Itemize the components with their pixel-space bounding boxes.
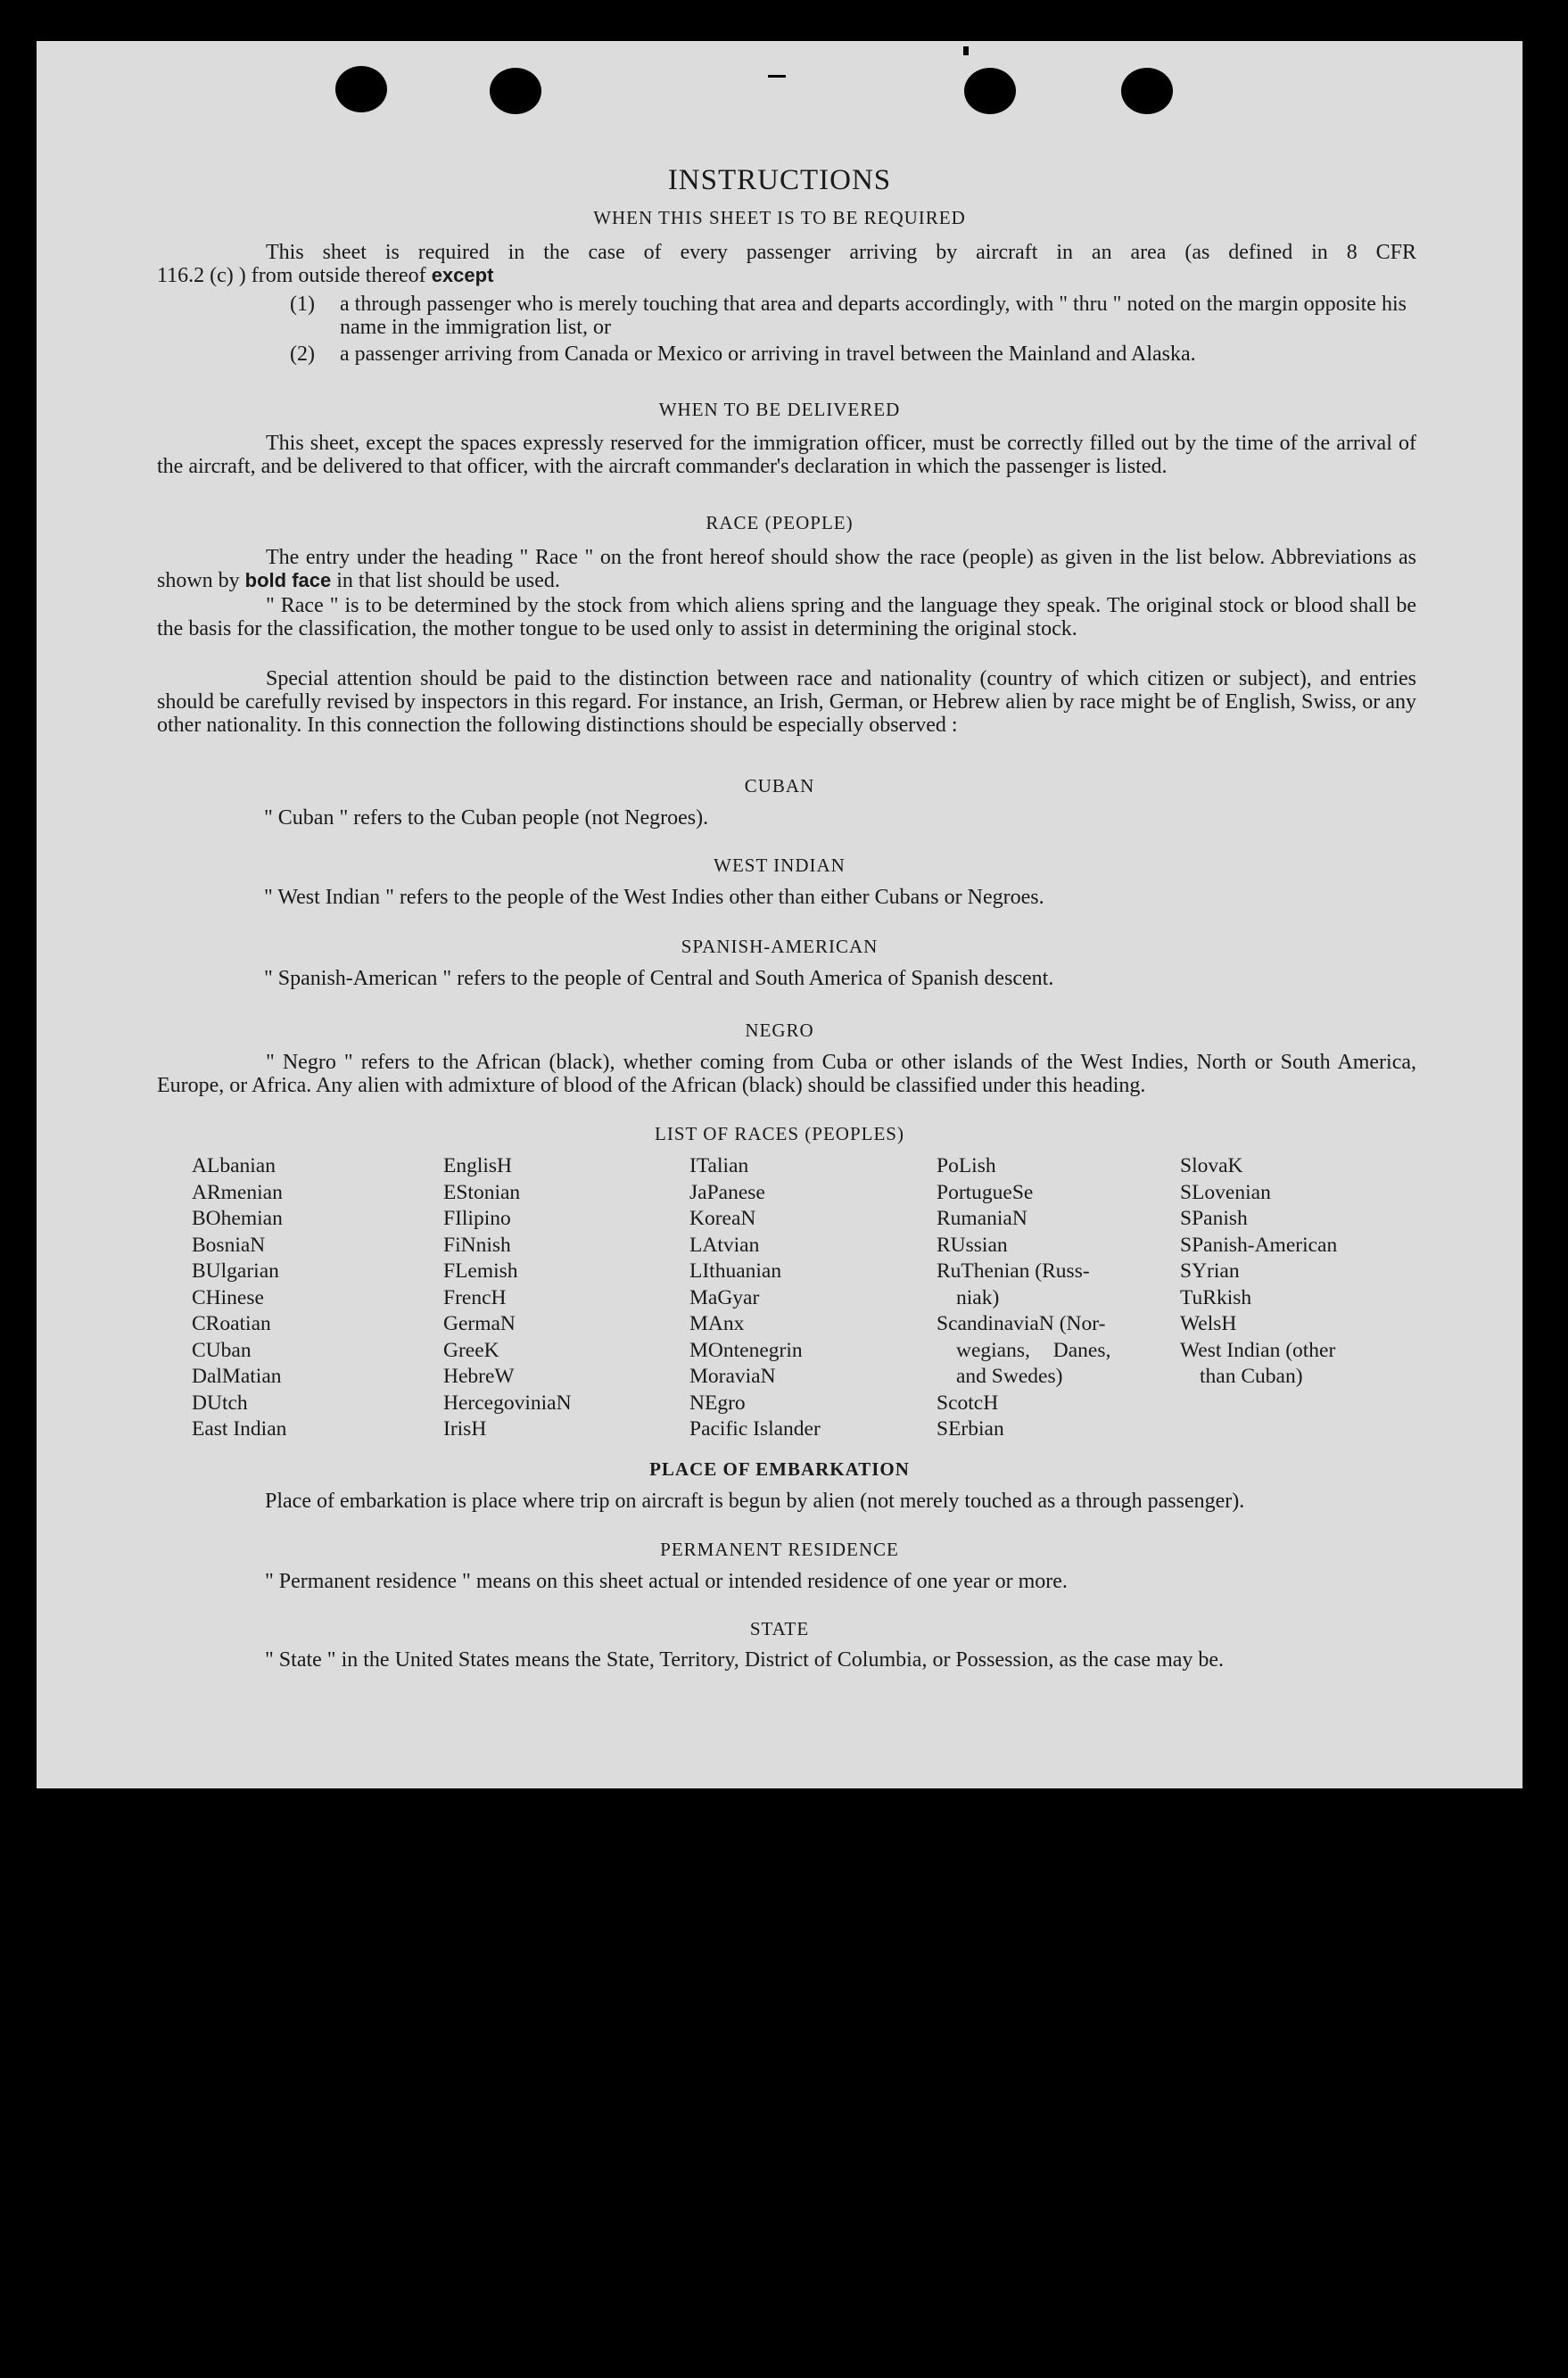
race-p1-bold: bold face bbox=[244, 569, 332, 591]
race-entry: HebreW bbox=[443, 1365, 515, 1388]
race-entry: DUtch bbox=[192, 1391, 248, 1415]
race-entry: IrisH bbox=[443, 1417, 487, 1441]
document-sheet bbox=[37, 41, 1523, 1788]
heading-race: RACE (PEOPLE) bbox=[706, 512, 854, 533]
item-text: a through passenger who is merely touching that area and departs accordingly, with " thru " noted on the margin opposite his name in the immigration list, or bbox=[340, 293, 1407, 339]
race-entry: MOntenegrin bbox=[689, 1338, 803, 1362]
punch-hole bbox=[1121, 68, 1173, 114]
race-entry: East Indian bbox=[192, 1417, 287, 1441]
scan-speck bbox=[768, 75, 786, 78]
heading-state: STATE bbox=[749, 1618, 810, 1639]
heading-spanish-american: SPANISH-AMERICAN bbox=[681, 936, 879, 957]
punch-hole bbox=[335, 66, 387, 112]
intro-line-2-text: 116.2 (c) ) from outside thereof bbox=[157, 264, 426, 287]
race-entry: JaPanese bbox=[689, 1180, 765, 1204]
punch-hole bbox=[490, 68, 541, 114]
heading-when-required: WHEN THIS SHEET IS TO BE REQUIRED bbox=[593, 207, 966, 228]
item-number: (1) bbox=[290, 293, 315, 316]
heading-west-indian: WEST INDIAN bbox=[714, 855, 846, 876]
race-entry: SlovaK bbox=[1180, 1154, 1243, 1177]
race-paragraph-2: " Race " is to be determined by the stock from which aliens spring and the language they speak. The original stock or blood shall be the basis for the classification, the mother tongue to be used only to assist in determining the original stock. bbox=[157, 594, 1416, 640]
races-column-2 bbox=[443, 1153, 572, 1443]
race-entry: ScandinaviaN (Nor- bbox=[937, 1312, 1106, 1335]
race-entry: ITalian bbox=[689, 1154, 749, 1177]
race-entry: and Swedes) bbox=[956, 1365, 1063, 1388]
west-indian-text: " West Indian " refers to the people of the West Indies other than either Cubans or Negroes. bbox=[264, 886, 1044, 909]
race-entry: MoraviaN bbox=[689, 1365, 776, 1388]
race-entry: FiNnish bbox=[443, 1233, 511, 1257]
race-entry: MAnx bbox=[689, 1312, 745, 1335]
race-entry: RUssian bbox=[937, 1233, 1008, 1257]
race-paragraph-1 bbox=[157, 546, 1416, 592]
heading-cuban: CUBAN bbox=[744, 775, 815, 797]
race-entry: GermaN bbox=[443, 1312, 516, 1335]
race-entry: CHinese bbox=[192, 1285, 264, 1309]
intro-except: except bbox=[431, 264, 494, 286]
residence-text: " Permanent residence " means on this sheet actual or intended residence of one year or more. bbox=[265, 1570, 1068, 1593]
item-text: a passenger arriving from Canada or Mexico or arriving in travel between the Mainland and Alaska. bbox=[340, 343, 1196, 366]
race-entry: DalMatian bbox=[192, 1365, 282, 1388]
cuban-text: " Cuban " refers to the Cuban people (not Negroes). bbox=[264, 806, 709, 830]
race-entry: LIthuanian bbox=[689, 1259, 782, 1283]
race-entry: than Cuban) bbox=[1200, 1365, 1303, 1388]
race-entry: BosniaN bbox=[192, 1233, 266, 1257]
race-entry: TuRkish bbox=[1180, 1285, 1252, 1309]
race-entry: BUlgarian bbox=[192, 1259, 279, 1283]
races-column-4 bbox=[937, 1153, 1110, 1443]
race-p1-text-a: The entry under the heading " Race " on the front hereof should show the race (people) as given in the list below. Abbreviations as shown by bbox=[157, 546, 1416, 592]
race-entry: EStonian bbox=[443, 1180, 521, 1204]
heading-embarkation: PLACE OF EMBARKATION bbox=[649, 1458, 910, 1480]
race-paragraph-3: Special attention should be paid to the distinction between race and nationality (country of which citizen or subject), and entries should be carefully revised by inspectors in this regard. For instance, an Irish, German, or Hebrew alien by race might be of English, Swiss, or any other nationality. In this connection the following distinctions should be especially observed : bbox=[157, 667, 1416, 737]
races-column-1 bbox=[192, 1153, 286, 1443]
race-entry: West Indian (other bbox=[1180, 1338, 1336, 1362]
heading-list-of-races: LIST OF RACES (PEOPLES) bbox=[655, 1123, 904, 1144]
race-entry: wegians, Danes, bbox=[956, 1338, 1111, 1362]
list-item bbox=[290, 343, 1416, 366]
race-entry: NEgro bbox=[689, 1391, 746, 1415]
race-entry: ScotcH bbox=[937, 1391, 999, 1415]
intro-line-2 bbox=[157, 264, 1416, 287]
intro-paragraph bbox=[157, 241, 1416, 287]
race-entry: SLovenian bbox=[1180, 1180, 1271, 1204]
delivered-paragraph: This sheet, except the spaces expressly reserved for the immigration officer, must be correctly filled out by the time of the arrival of the aircraft, and be delivered to that officer, with the aircraft commander's declaration in which the passenger is listed. bbox=[157, 432, 1416, 478]
race-p1-text-b: in that list should be used. bbox=[336, 569, 560, 592]
race-entry: RuThenian (Russ- bbox=[937, 1259, 1090, 1283]
races-column-5 bbox=[1180, 1153, 1337, 1391]
item-number: (2) bbox=[290, 343, 315, 366]
heading-when-delivered: WHEN TO BE DELIVERED bbox=[658, 399, 901, 420]
race-entry: GreeK bbox=[443, 1338, 499, 1362]
race-entry: SPanish bbox=[1180, 1207, 1248, 1230]
race-entry: FrencH bbox=[443, 1285, 507, 1309]
state-paragraph: " State " in the United States means the State, Territory, District of Columbia, or Possession, as the case may be. bbox=[265, 1648, 1225, 1672]
race-entry: EnglisH bbox=[443, 1154, 513, 1177]
race-entry: ALbanian bbox=[192, 1154, 276, 1177]
race-entry: FLemish bbox=[443, 1259, 518, 1283]
list-item bbox=[290, 293, 1416, 339]
race-entry: niak) bbox=[956, 1285, 1000, 1309]
negro-paragraph: " Negro " refers to the African (black), whether coming from Cuba or other islands of the West Indies, North or South America, Europe, or Africa. Any alien with admixture of blood of the African (black) should be classified under this heading. bbox=[157, 1051, 1416, 1097]
race-entry: CUban bbox=[192, 1338, 252, 1362]
race-entry: LAtvian bbox=[689, 1233, 760, 1257]
intro-line-1: This sheet is required in the case of every passenger arriving by aircraft in an area (as defined in 8 CFR bbox=[266, 241, 1416, 264]
race-entry: HercegoviniaN bbox=[443, 1391, 572, 1415]
scan-speck bbox=[963, 46, 969, 55]
race-entry: FIlipino bbox=[443, 1207, 511, 1230]
punch-hole bbox=[964, 68, 1016, 114]
race-entry: ARmenian bbox=[192, 1180, 283, 1204]
race-entry: SErbian bbox=[937, 1417, 1004, 1441]
page-title: INSTRUCTIONS bbox=[667, 164, 892, 196]
embarkation-paragraph: Place of embarkation is place where trip on aircraft is begun by alien (not merely touched as a through passenger). bbox=[265, 1490, 1245, 1513]
race-entry: SYrian bbox=[1180, 1259, 1240, 1283]
race-entry: BOhemian bbox=[192, 1207, 283, 1230]
race-entry: RumaniaN bbox=[937, 1207, 1027, 1230]
race-entry: Pacific Islander bbox=[689, 1417, 821, 1441]
race-entry: PortugueSe bbox=[937, 1180, 1034, 1204]
race-entry: MaGyar bbox=[689, 1285, 760, 1309]
race-entry: CRoatian bbox=[192, 1312, 271, 1335]
spanish-american-text: " Spanish-American " refers to the people of Central and South America of Spanish descent. bbox=[264, 967, 1054, 990]
race-entry: PoLish bbox=[937, 1154, 996, 1177]
race-entry: SPanish-American bbox=[1180, 1233, 1338, 1257]
heading-permanent-residence: PERMANENT RESIDENCE bbox=[660, 1539, 899, 1560]
race-entry: KoreaN bbox=[689, 1207, 756, 1230]
heading-negro: NEGRO bbox=[745, 1020, 814, 1041]
races-column-3 bbox=[689, 1153, 821, 1443]
race-entry: WelsH bbox=[1180, 1312, 1237, 1335]
